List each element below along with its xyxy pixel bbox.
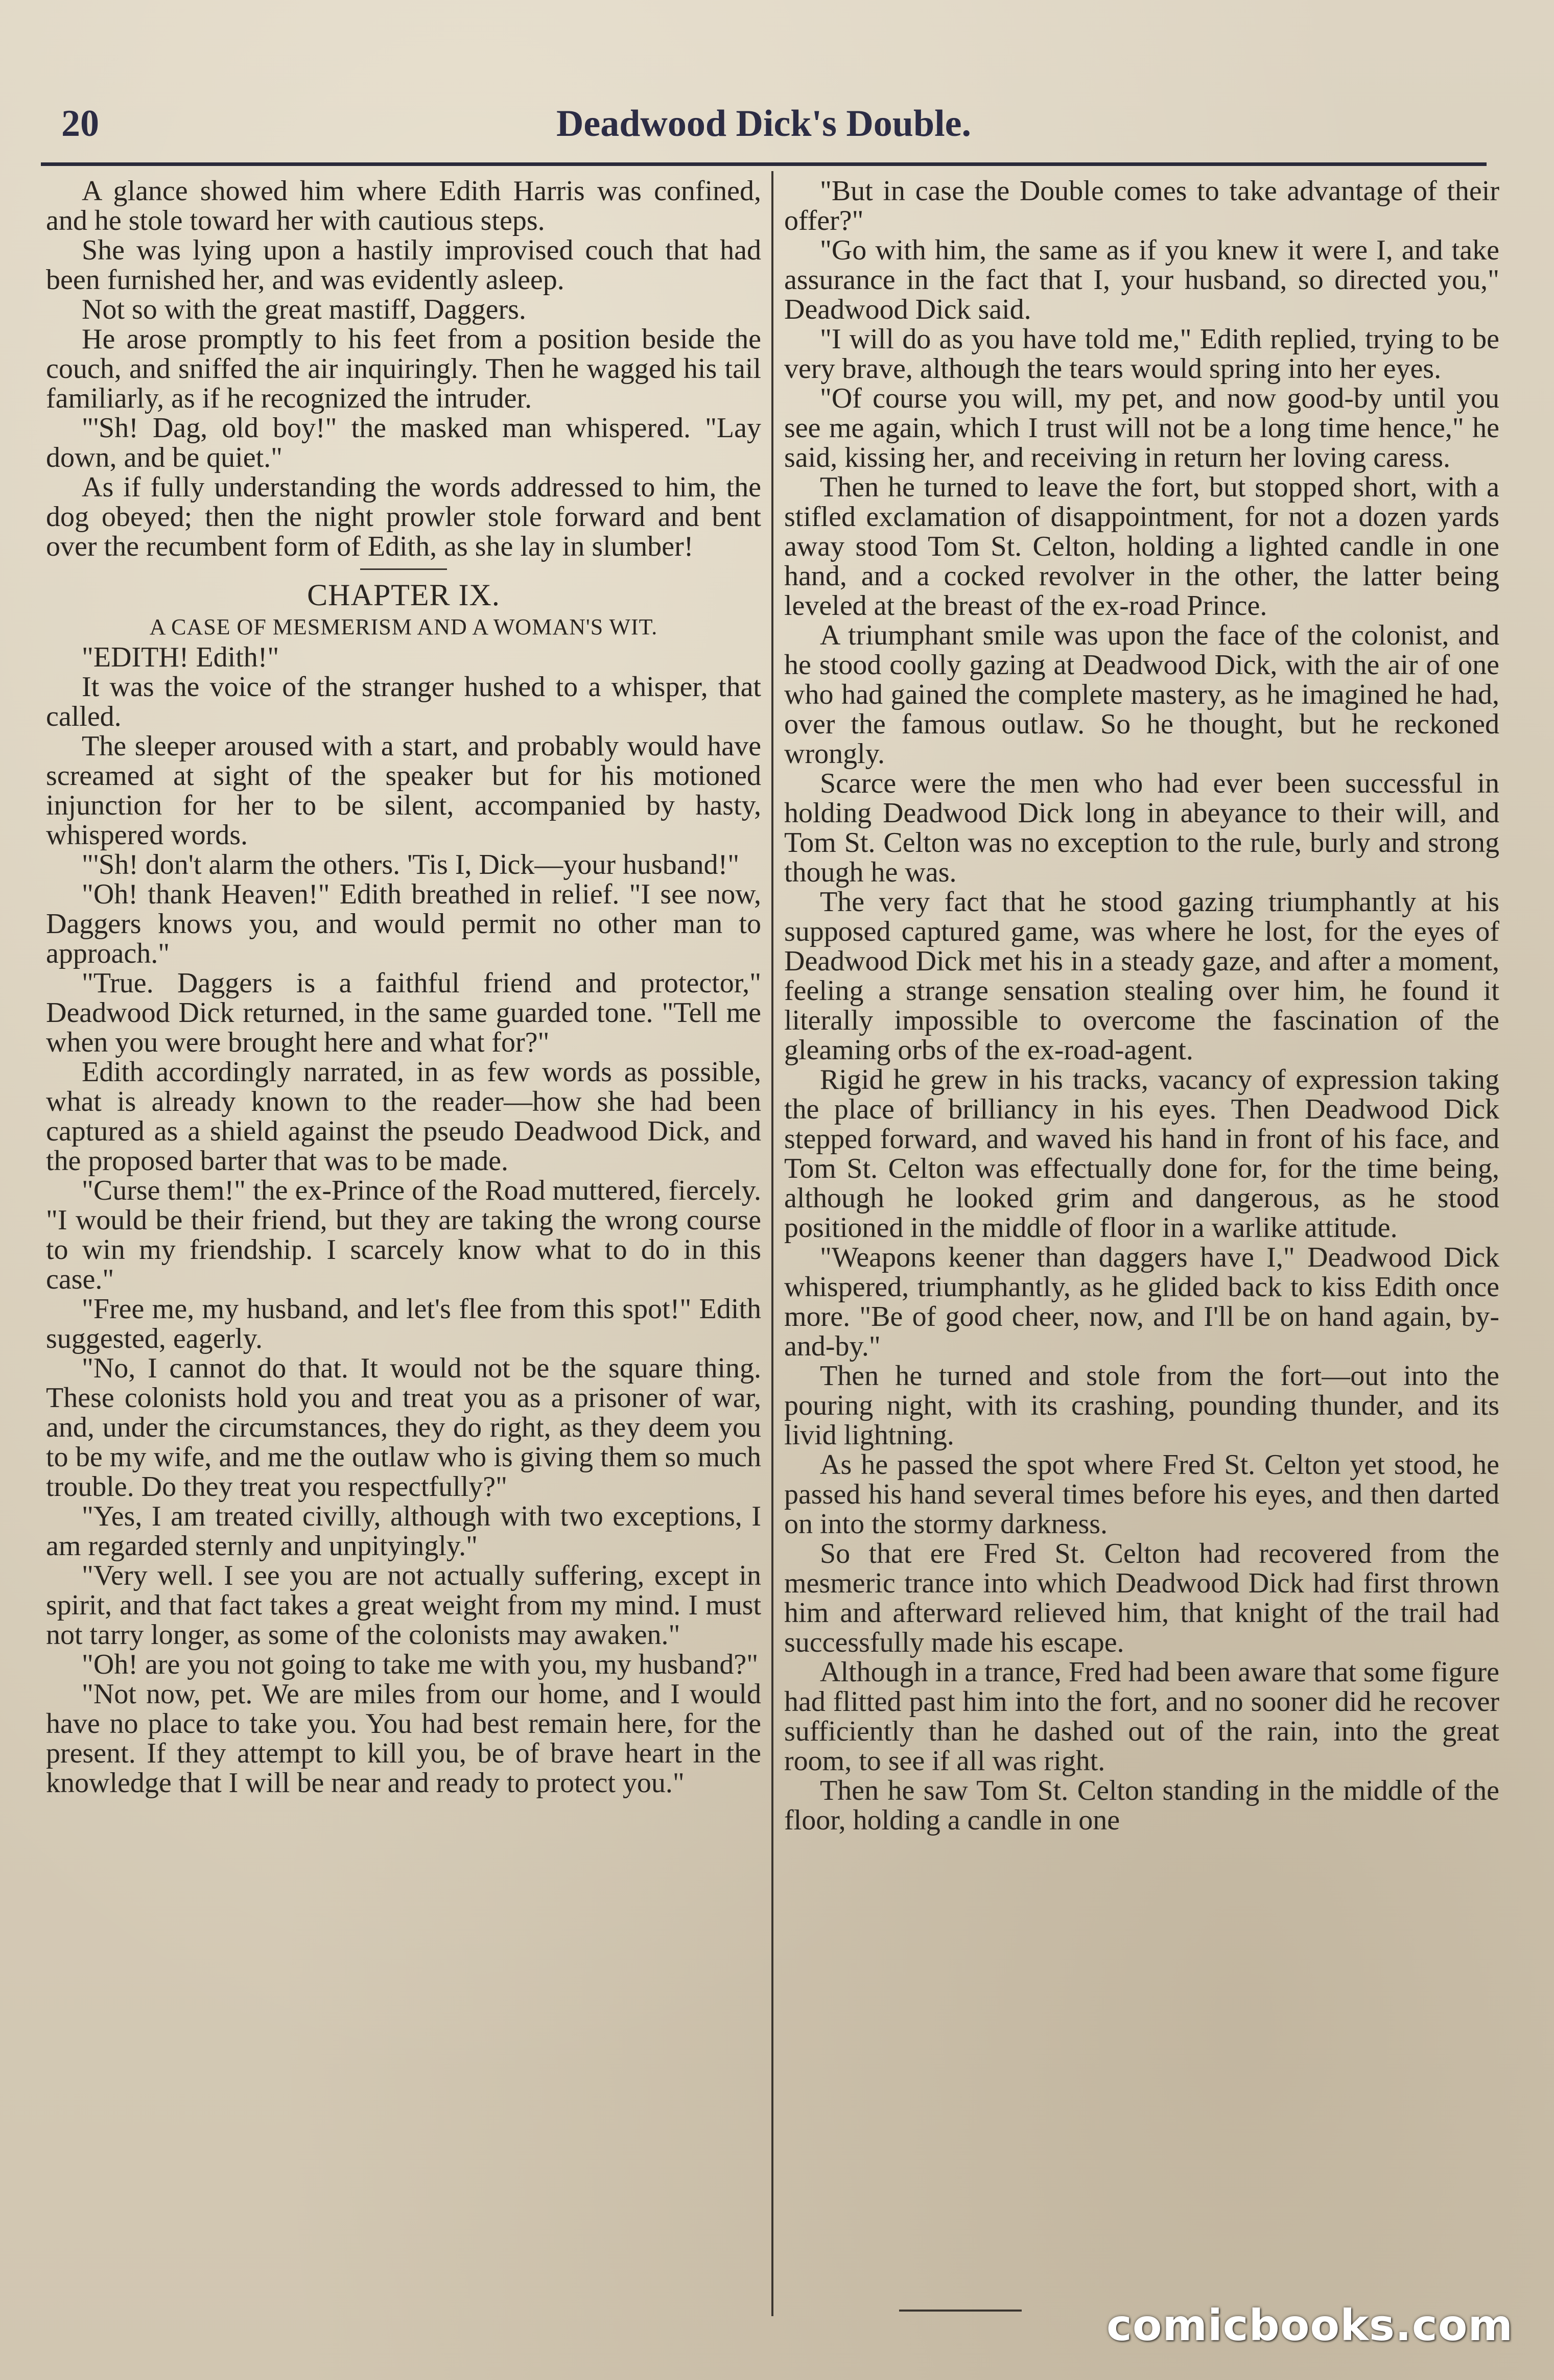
watermark: comicbooks.com — [1106, 2300, 1513, 2350]
paragraph: "Yes, I am treated civilly, although with two exceptions, I am regarded sternly and unpityingly." — [46, 1501, 761, 1562]
paragraph: As if fully understanding the words addressed to him, the dog obeyed; then the night prowler stole forward and bent over the recumbent form of Edith, as she lay in slumber! — [46, 471, 761, 562]
paragraph: "I will do as you have told me," Edith replied, trying to be very brave, although the tears would spring into her eyes. — [784, 323, 1499, 385]
paragraph: The sleeper aroused with a start, and probably would have screamed at sight of the speaker but for his motioned injunction for her to be silent, accompanied by hasty, whispered words. — [46, 730, 761, 851]
paragraph: Then he turned to leave the fort, but stopped short, with a stifled exclamation of disappointment, for not a dozen yards away stood Tom St. Celton, holding a lighted candle in one hand, and a cocked revolver in the other, the latter being leveled at the breast of the ex-road Prince. — [784, 471, 1499, 622]
paragraph: "'Sh! don't alarm the others. 'Tis I, Dick—your husband!" — [82, 849, 740, 880]
paragraph: Then he turned and stole from the fort—out into the pouring night, with its crashing, pounding thunder, and its livid lightning. — [784, 1360, 1499, 1451]
paragraph: "But in case the Double comes to take advantage of their offer?" — [784, 176, 1499, 236]
paragraph: "Go with him, the same as if you knew it were I, and take assurance in the fact that I, your husband, so directed you," Deadwood Dick said. — [784, 234, 1499, 325]
paragraph: Scarce were the men who had ever been successful in holding Deadwood Dick long in abeyance to their will, and Tom St. Celton was no exception to the rule, burly and strong though he was. — [784, 768, 1499, 888]
paragraph: Then he saw Tom St. Celton standing in the middle of the floor, holding a candle in one — [784, 1775, 1499, 1836]
paragraph: He arose promptly to his feet from a position beside the couch, and sniffed the air inquiringly. Then he wagged his tail familiarly, as if he recognized the intruder. — [46, 323, 761, 414]
paragraph: As he passed the spot where Fred St. Celton yet stood, he passed his hand several times before his eyes, and then darted on into the stormy darkness. — [784, 1449, 1499, 1540]
paragraph: "Oh! thank Heaven!" Edith breathed in relief. "I see now, Daggers knows you, and would permit no other man to approach." — [46, 878, 761, 969]
chapter-rule — [360, 568, 447, 570]
header-rule — [41, 162, 1487, 166]
paragraph: "No, I cannot do that. It would not be the square thing. These colonists hold you and treat you as a prisoner of war, and, under the circumstances, they do right, as they deem you to be my wife, and me the outlaw who is giving them so much trouble. Do they treat you respectfully?" — [46, 1352, 761, 1503]
paragraph: So that ere Fred St. Celton had recovered from the mesmeric trance into which Deadwood Dick had first thrown him and afterward relieved him, that knight of the trail had successfully made his escape. — [784, 1538, 1499, 1658]
paragraph: Rigid he grew in his tracks, vacancy of expression taking the place of brilliancy in his eyes. Then Deadwood Dick stepped forward, and waved his hand in front of his face, and Tom St. Celton was effectually done for, for the time being, although he looked grim and dangerous, as he stood positioned in the middle of floor in a warlike attitude. — [784, 1064, 1499, 1244]
page-number: 20 — [61, 103, 99, 145]
chapter-heading: CHAPTER IX. — [307, 578, 500, 612]
bottom-rule — [899, 2310, 1022, 2312]
paragraph: "EDITH! Edith!" — [82, 641, 279, 673]
chapter-subtitle: A CASE OF MESMERISM AND A WOMAN'S WIT. — [149, 614, 658, 639]
paragraph: "Curse them!" the ex-Prince of the Road muttered, fiercely. "I would be their friend, but they are taking the wrong course to win my friendship. I scarcely know what to do in this case." — [46, 1175, 761, 1295]
paragraph: "Free me, my husband, and let's flee from this spot!" Edith suggested, eagerly. — [46, 1293, 761, 1354]
running-title: Deadwood Dick's Double. — [556, 103, 972, 145]
paragraph: It was the voice of the stranger hushed to a whisper, that called. — [46, 671, 761, 732]
paragraph: Not so with the great mastiff, Daggers. — [82, 294, 526, 325]
paragraph: A triumphant smile was upon the face of the colonist, and he stood coolly gazing at Deadwood Dick, with the air of one who had gained the complete mastery, as he imagined he had, over the famous outlaw. So he thought, but he reckoned wrongly. — [784, 620, 1499, 770]
paragraph: "Oh! are you not going to take me with you, my husband?" — [82, 1649, 759, 1680]
paragraph: "Weapons keener than daggers have I," Deadwood Dick whispered, triumphantly, as he glided back to kiss Edith once more. "Be of good cheer, now, and I'll be on hand again, by-and-by." — [784, 1242, 1499, 1362]
paragraph: A glance showed him where Edith Harris was confined, and he stole toward her with cautious steps. — [46, 176, 761, 236]
paragraph: "Not now, pet. We are miles from our home, and I would have no place to take you. You had best remain here, for the present. If they attempt to kill you, be of brave heart in the knowledge that I will be near and ready to protect you." — [46, 1678, 761, 1799]
page-header — [41, 92, 1487, 153]
paragraph: "'Sh! Dag, old boy!" the masked man whispered. "Lay down, and be quiet." — [46, 412, 761, 473]
paragraph: "Very well. I see you are not actually suffering, except in spirit, and that fact takes a great weight from my mind. I must not tarry longer, as some of the colonists may awaken." — [46, 1560, 761, 1651]
paragraph: The very fact that he stood gazing triumphantly at his supposed captured game, was where he lost, for the eyes of Deadwood Dick met his in a steady gaze, and after a moment, feeling a strange sensation stealing over him, he found it literally impossible to overcome the fascination of the gleaming orbs of the ex-road-agent. — [784, 886, 1499, 1066]
paragraph: Although in a trance, Fred had been aware that some figure had flitted past him into the fort, and no sooner did he recover sufficiently than he dashed out of the rain, into the great room, to see if all was right. — [784, 1656, 1499, 1777]
paragraph: "True. Daggers is a faithful friend and protector," Deadwood Dick returned, in the same guarded tone. "Tell me when you were brought here and what for?" — [46, 967, 761, 1058]
column-divider — [771, 171, 773, 2316]
paragraph: She was lying upon a hastily improvised couch that had been furnished her, and was evidently asleep. — [46, 234, 761, 296]
left-column — [46, 176, 761, 2301]
paragraph: "Of course you will, my pet, and now good-by until you see me again, which I trust will not be a long time hence," he said, kissing her, and receiving in return her loving caress. — [784, 383, 1499, 473]
paragraph: Edith accordingly narrated, in as few words as possible, what is already known to the reader—how she had been captured as a shield against the pseudo Deadwood Dick, and the proposed barter that was to be made. — [46, 1056, 761, 1177]
right-column — [784, 176, 1499, 2301]
